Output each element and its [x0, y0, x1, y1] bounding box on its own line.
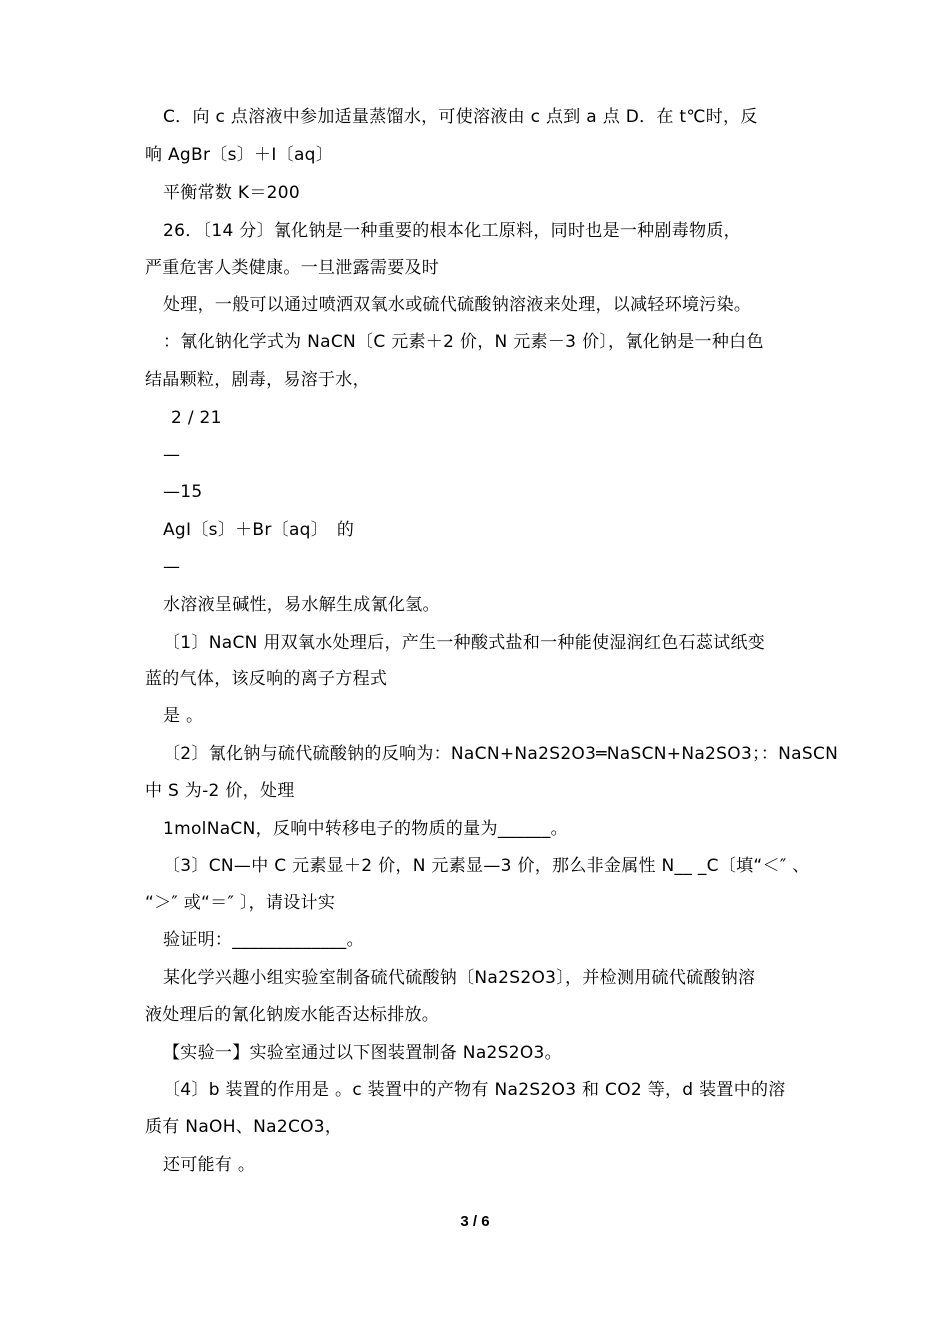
text-line: 质有 NaOH、Na2CO3，: [145, 1117, 343, 1137]
text-line: 某化学兴趣小组实验室制备硫代硫酸钠〔Na2S2O3〕，并检测用硫代硫酸钠溶: [163, 968, 756, 988]
text-line: 中 S 为-2 价，处理: [145, 781, 295, 801]
text-line: 水溶液呈碱性，易水解生成氰化氢。: [163, 595, 440, 615]
text-line: —: [163, 557, 181, 577]
text-line: AgI〔s〕＋Br〔aq〕 的: [163, 520, 355, 540]
text-line: —: [163, 445, 181, 465]
text-line: 26．〔14 分〕氰化钠是一种重要的根本化工原料，同时也是一种剧毒物质，: [163, 221, 741, 241]
text-line: 2 / 21: [171, 408, 222, 428]
text-line: 〔2〕氰化钠与硫代硫酸钠的反响为：NaCN+Na2S2O3═NaSCN+Na2SO3；：NaSCN: [163, 744, 839, 764]
text-line: C．向 c 点溶液中参加适量蒸馏水，可使溶液由 c 点到 a 点 D．在 t℃时，反: [163, 107, 758, 127]
text-line: 响 AgBr〔s〕＋I〔aq〕: [145, 145, 334, 165]
text-line: 【实验一】实验室通过以下图装置制备 Na2S2O3。: [163, 1043, 562, 1063]
text-line: 处理，一般可以通过喷洒双氧水或硫代硫酸钠溶液来处理，以减轻环境污染。: [163, 295, 752, 315]
text-line: 严重危害人类健康。一旦泄露需要及时: [145, 258, 440, 278]
text-line: 液处理后的氰化钠废水能否达标排放。: [145, 1005, 440, 1025]
text-line: 蓝的气体，该反响的离子方程式: [145, 669, 388, 689]
text-line: 平衡常数 K＝200: [163, 183, 300, 203]
text-line: —15: [163, 482, 203, 502]
text-line: 〔4〕b 装置的作用是 。c 装置中的产物有 Na2S2O3 和 CO2 等，d 装置中的溶: [163, 1080, 786, 1100]
text-line: ：氰化钠化学式为 NaCN〔C 元素＋2 价，N 元素－3 价〕，氰化钠是一种白色: [163, 332, 764, 352]
page-number: 3 / 6: [460, 1213, 490, 1230]
text-line: 结晶颗粒，剧毒，易溶于水，: [145, 370, 370, 390]
text-line: 1molNaCN，反响中转移电子的物质的量为______。: [163, 819, 568, 839]
text-line: 〔1〕NaCN 用双氧水处理后，产生一种酸式盐和一种能使湿润红色石蕊试纸变: [163, 633, 766, 653]
text-line: 是 。: [163, 706, 204, 726]
text-line: 〔3〕CN—中 C 元素显＋2 价，N 元素显—3 价，那么非金属性 N__ _C〔填“＜″ 、: [163, 856, 810, 876]
text-line: 还可能有 。: [163, 1155, 256, 1175]
text-line: 验证明：_____________。: [163, 930, 364, 950]
text-line: “＞″ 或“＝″ 〕，请设计实: [145, 893, 336, 913]
